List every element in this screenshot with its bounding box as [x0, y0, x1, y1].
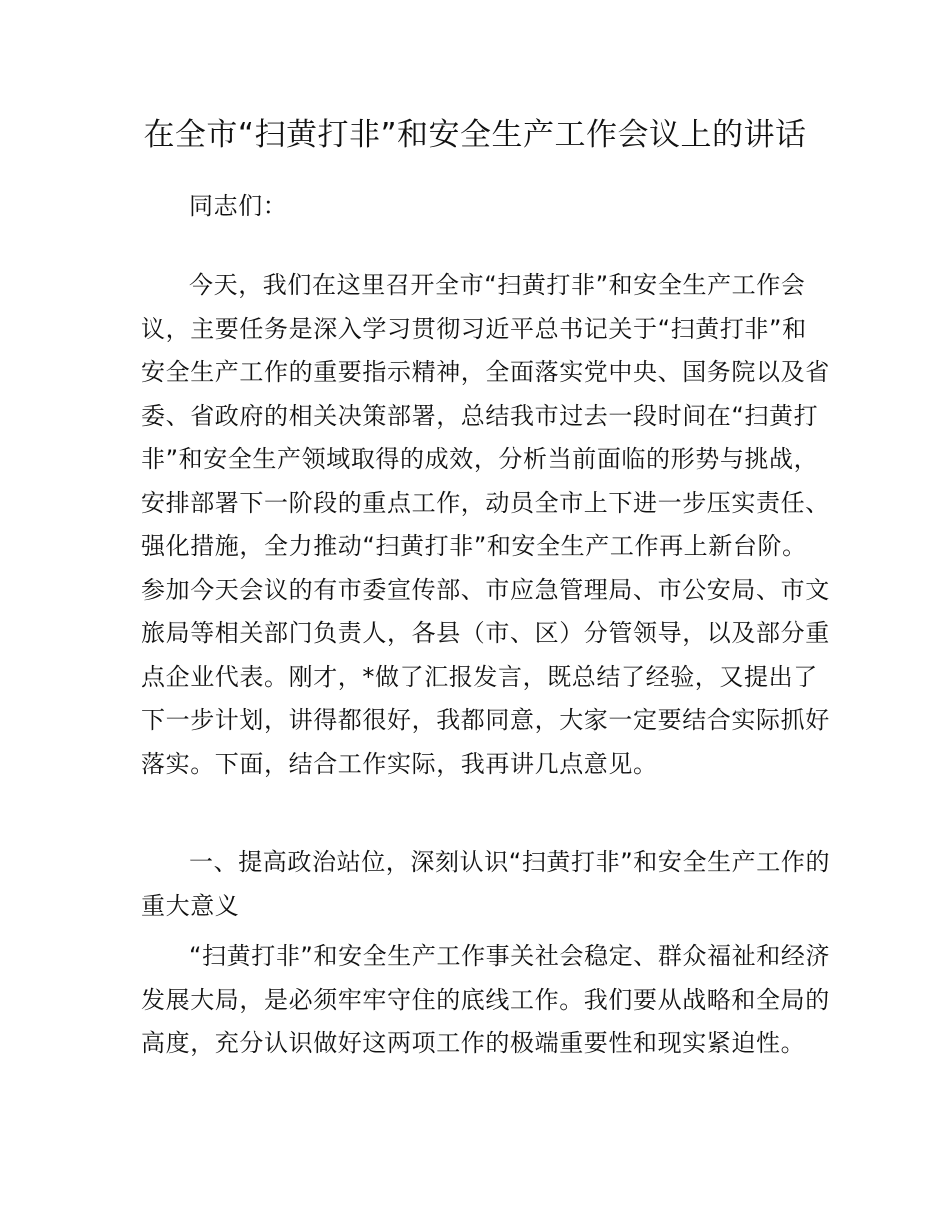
paragraph-intro: 今天，我们在这里召开全市“扫黄打非”和安全生产工作会议，主要任务是深入学习贯彻习近平总书记关于“扫黄打非”和安全生产工作的重要指示精神，全面落实党中央、国务院以及省委、省政府的相关决策部署，总结我市过去一段时间在“扫黄打非”和安全生产领域取得的成效，分析当前面临的形势与挑战，安排部署下一阶段的重点工作，动员全市上下进一步压实责任、强化措施，全力推动“扫黄打非”和安全生产工作再上新台阶。参加今天会议的有市委宣传部、市应急管理局、市公安局、市文旅局等相关部门负责人，各县（市、区）分管领导，以及部分重点企业代表。刚才，*做了汇报发言，既总结了经验，又提出了下一步计划，讲得都很好，我都同意，大家一定要结合实际抓好落实。下面，结合工作实际，我再讲几点意见。 — [141, 271, 830, 778]
section-heading-1: 一、提高政治站位，深刻认识“扫黄打非”和安全生产工作的重大意义 — [141, 848, 831, 920]
paragraph-section-1: “扫黄打非”和安全生产工作事关社会稳定、群众福祉和经济发展大局，是必须牢牢守住的底线工作。我们要从战略和全局的高度，充分认识做好这两项工作的极端重要性和现实紧迫性。 — [141, 942, 831, 1057]
greeting: 同志们： — [189, 192, 288, 220]
document-title: 在全市“扫黄打非”和安全生产工作会议上的讲话 — [143, 117, 807, 153]
